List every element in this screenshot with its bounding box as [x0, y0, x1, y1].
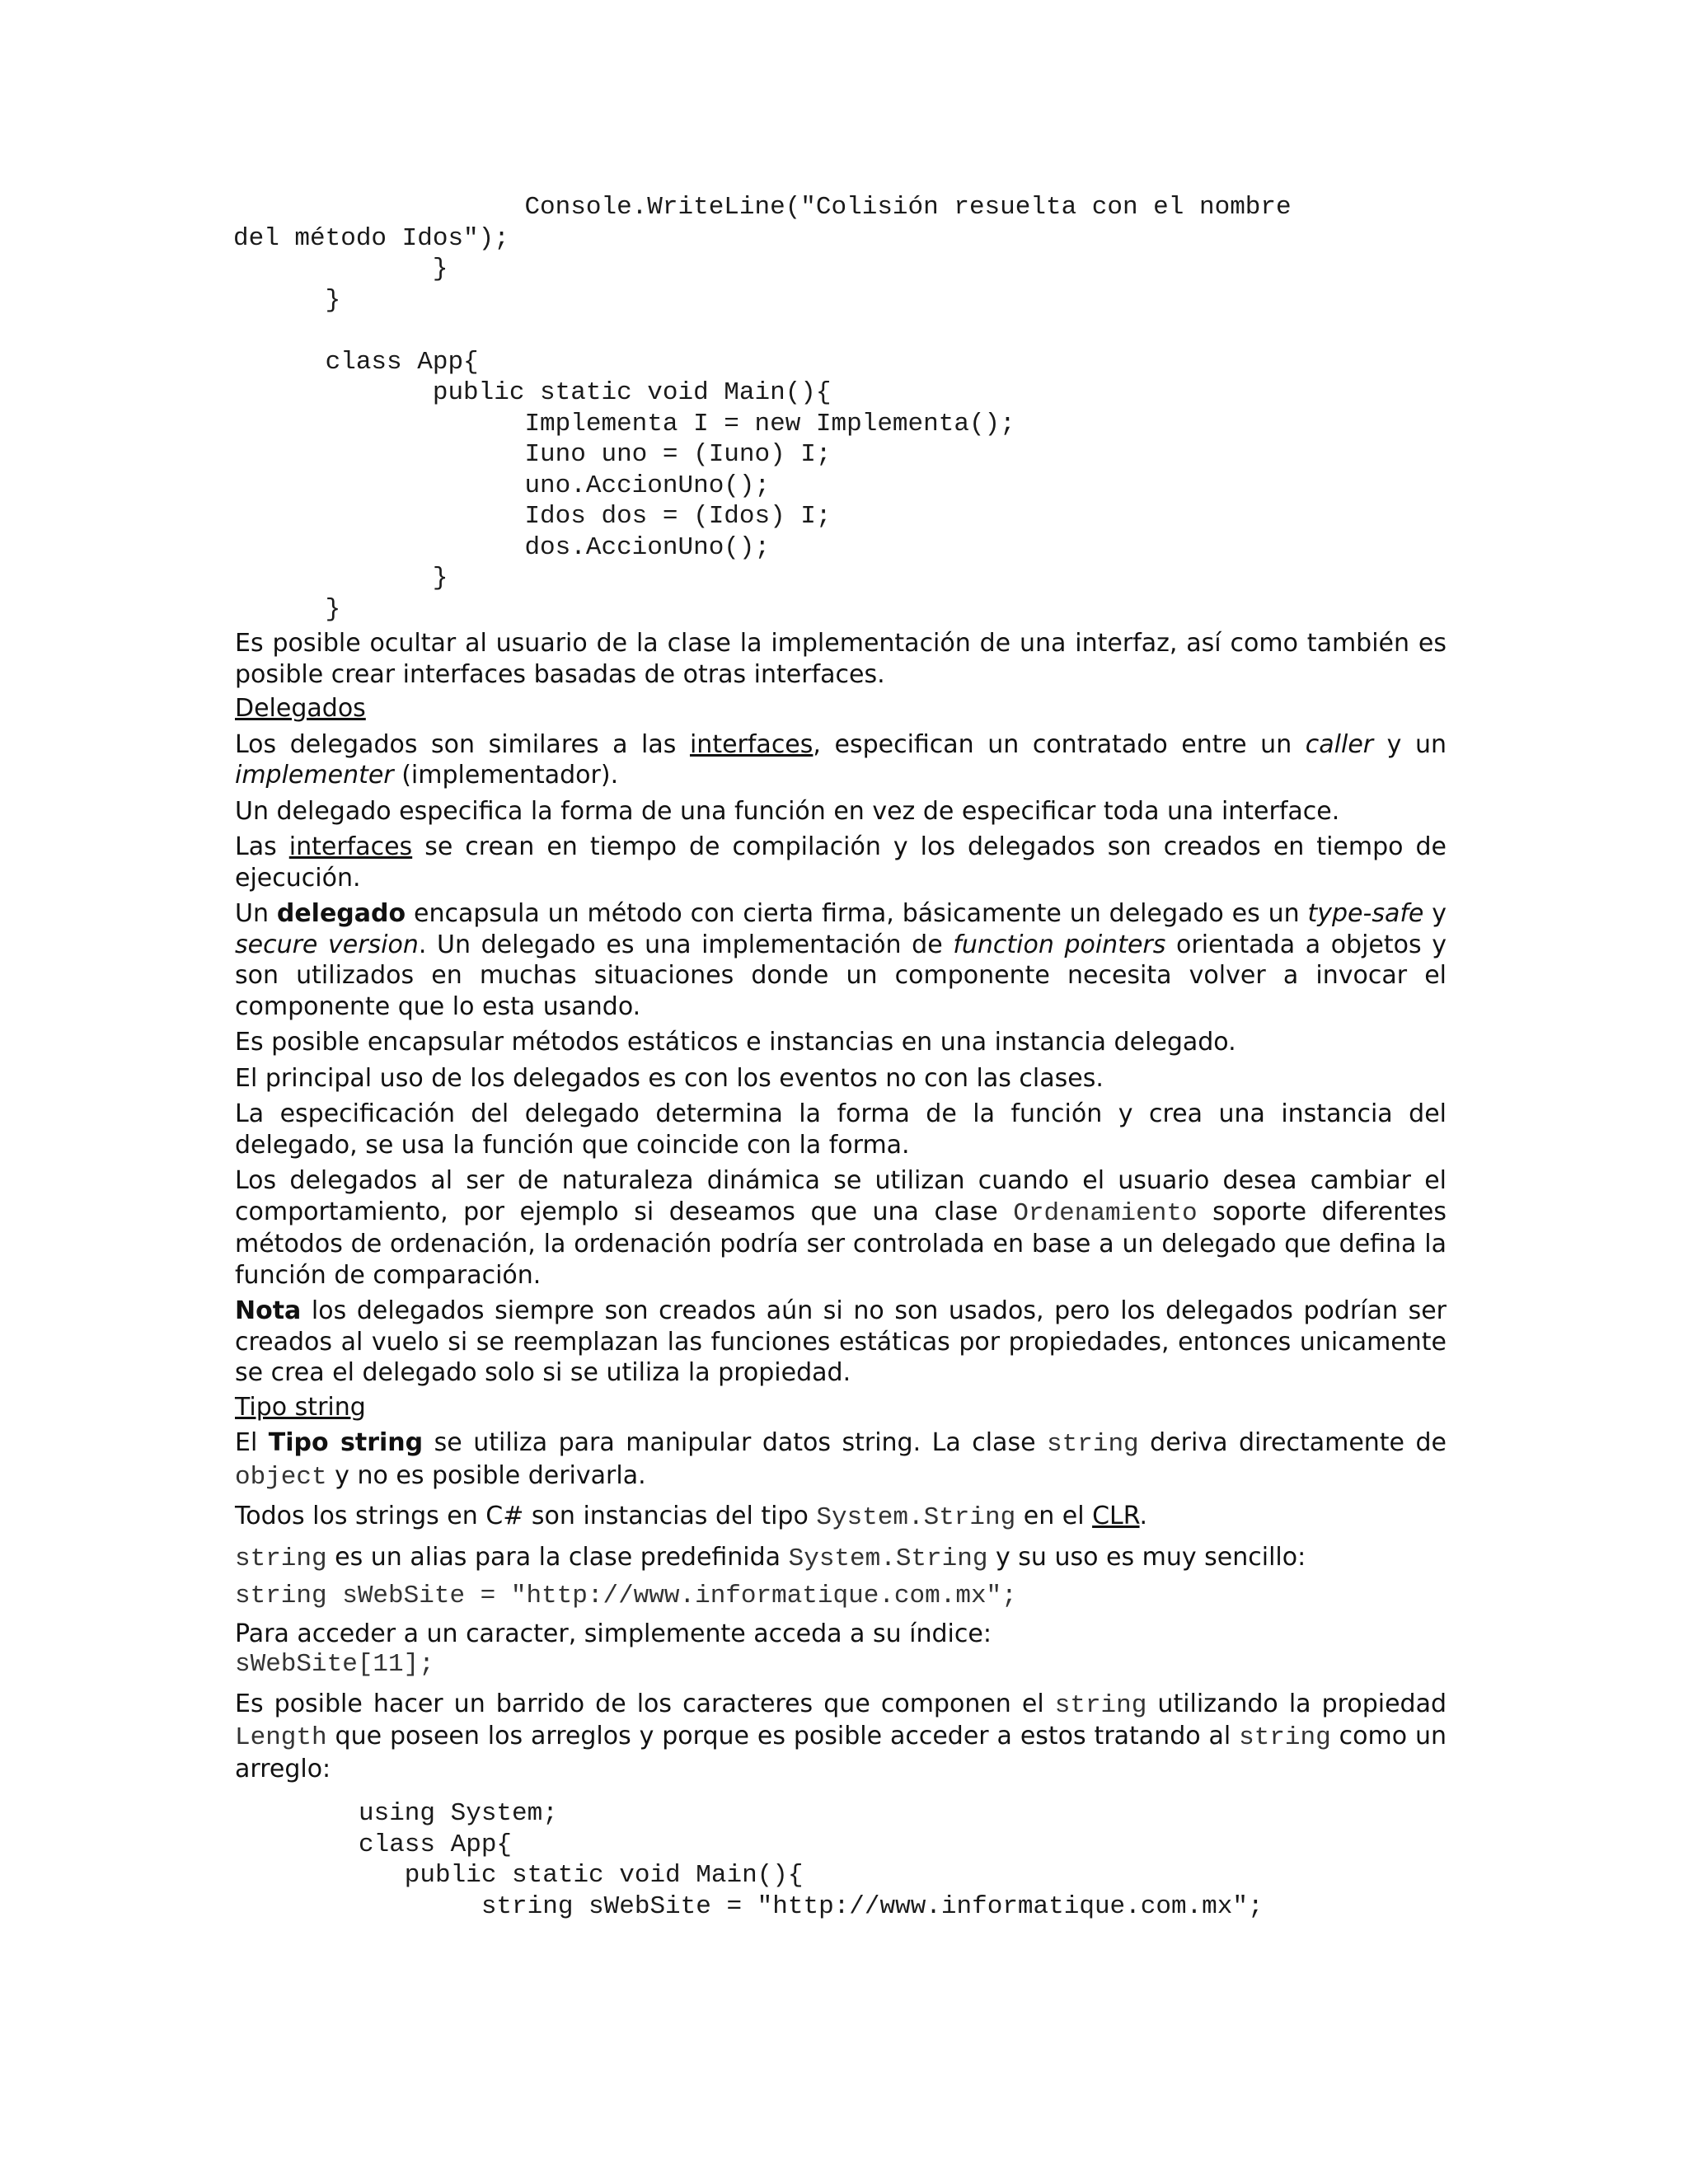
inline-code: string — [1239, 1723, 1331, 1752]
code-line: string sWebSite = "http://www.informatique.com.mx"; — [235, 1582, 1017, 1610]
paragraph: Las interfaces se crean en tiempo de compilación y los delegados son creados en tiempo de ejecución. — [235, 832, 1447, 893]
paragraph: El principal uso de los delegados es con los eventos no con las clases. — [235, 1063, 1104, 1093]
paragraph: Todos los strings en C# son instancias del tipo System.String en el CLR. — [235, 1502, 1148, 1532]
paragraph: Los delegados son similares a las interfaces, especifican un contratado entre un caller y un implementer (implementador). — [235, 729, 1447, 790]
inline-code: string — [235, 1544, 327, 1573]
inline-code: Ordenamiento — [1013, 1198, 1198, 1228]
note-paragraph: Nota los delegados siempre son creados aún si no son usados, pero los delegados podrían ser creados al vuelo si se reemplazan las funciones estáticas por propiedades, entonces unicamente se crea el delegado solo si se utiliza la propiedad. — [235, 1296, 1447, 1387]
paragraph: Los delegados al ser de naturaleza dinámica se utilizan cuando el usuario desea cambiar el comportamiento, por ejemplo si deseamos que una clase Ordenamiento soporte diferentes métodos de ordenación, la ordenación podría ser controlada en base a un delegado que defina la función de comparación. — [235, 1166, 1447, 1290]
section-heading-tipo-string: Tipo string — [235, 1392, 366, 1422]
inline-code: Length — [235, 1723, 327, 1752]
paragraph: El Tipo string se utiliza para manipular datos string. La clase string deriva directamente de object y no es posible derivarla. — [235, 1428, 1447, 1492]
clr-link[interactable]: CLR — [1092, 1502, 1140, 1530]
code-line: sWebSite[11]; — [235, 1650, 434, 1679]
inline-code: object — [235, 1462, 327, 1492]
paragraph: Es posible hacer un barrido de los caracteres que componen el string utilizando la propiedad Length que poseen los arreglos y porque es posible acceder a estos tratando al string como un arreglo: — [235, 1689, 1447, 1783]
paragraph: Un delegado encapsula un método con cierta firma, básicamente un delegado es un type-safe y secure version. Un delegado es una implementación de function pointers orientada a objetos y son utilizados en muchas situaciones donde un componente necesita volver a invocar el componente que lo esta usando. — [235, 899, 1447, 1021]
body-text — [235, 628, 1447, 1784]
paragraph: Es posible encapsular métodos estáticos e instancias en una instancia delegado. — [235, 1028, 1236, 1057]
interfaces-link[interactable]: interfaces — [689, 729, 814, 759]
inline-code: System.String — [816, 1503, 1016, 1532]
interfaces-link[interactable]: interfaces — [288, 832, 413, 861]
paragraph: Para acceder a un caracter, simplemente acceda a su índice: — [235, 1619, 992, 1648]
paragraph: string es un alias para la clase predefinida System.String y su uso es muy sencillo: — [235, 1542, 1306, 1573]
paragraph: La especificación del delegado determina la forma de la función y crea una instancia del delegado, se usa la función que coincide con la forma. — [235, 1099, 1447, 1160]
code-block-top: Console.WriteLine("Colisión resuelta con el nombre del método Idos"); } } class App{ public static void Main(){ Implementa I = new Implementa(); Iuno uno = (Iuno) I; uno.AccionUno(); Idos dos = (Idos) I; dos.AccionUno(); } } — [233, 193, 1292, 624]
inline-code: string — [1047, 1430, 1139, 1459]
inline-code: System.String — [788, 1544, 988, 1573]
section-heading-delegados: Delegados — [235, 694, 366, 723]
paragraph: Un delegado especifica la forma de una función en vez de especificar toda una interface. — [235, 796, 1340, 826]
inline-code: string — [1054, 1690, 1147, 1720]
intro-paragraph: Es posible ocultar al usuario de la clase la implementación de una interfaz, así como también es posible crear interfaces basadas de otras interfaces. — [235, 629, 1447, 689]
code-block-bottom: using System; class App{ public static void Main(){ string sWebSite = "http://www.informatique.com.mx"; — [359, 1799, 1264, 1921]
